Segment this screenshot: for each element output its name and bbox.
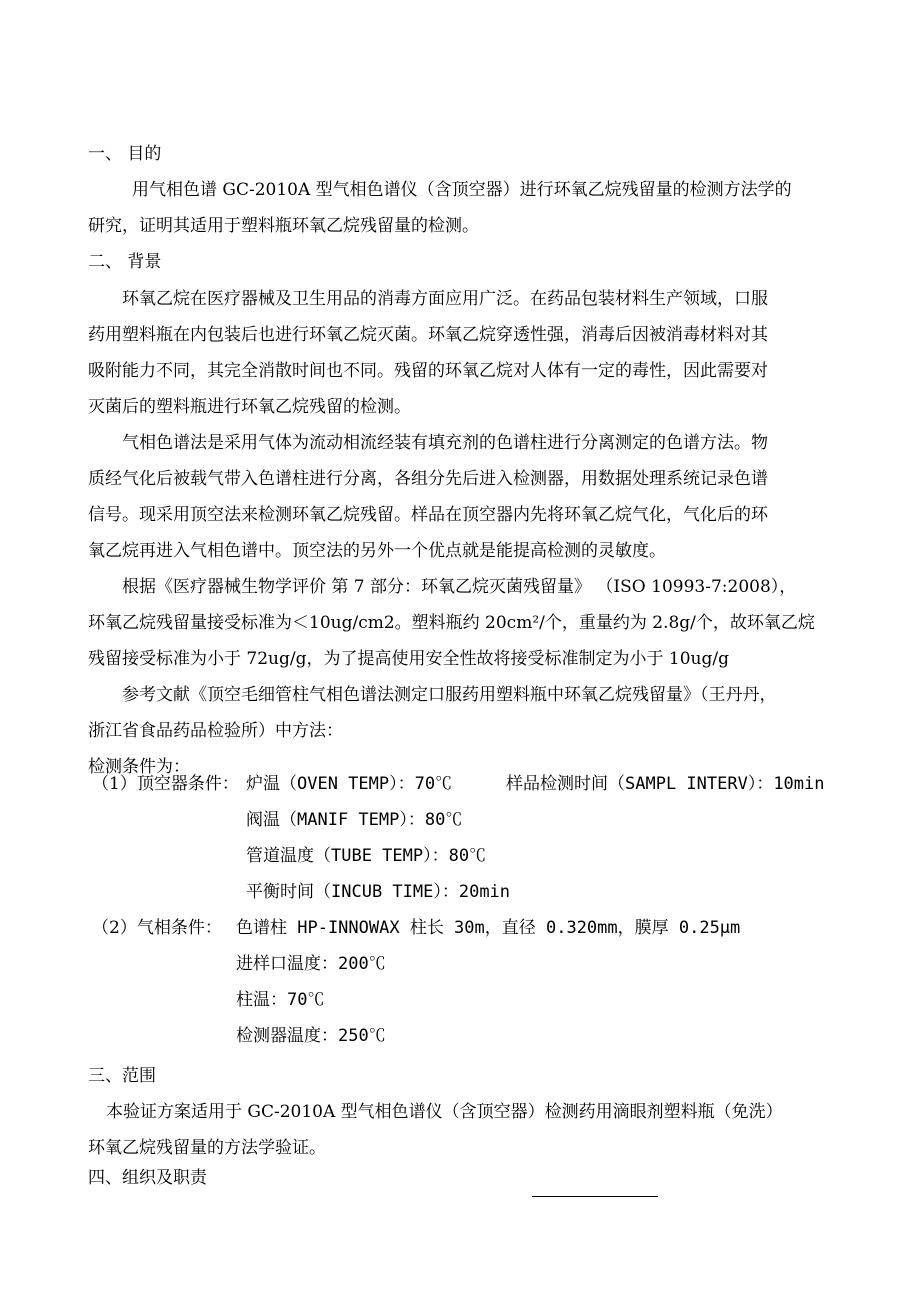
section-1-paragraph-line: 用气相色谱 GC-2010A 型气相色谱仪（含顶空器）进行环氧乙烷残留量的检测方法学的: [132, 180, 792, 200]
oven-temp-value: 炉温（OVEN TEMP）：70℃: [246, 774, 453, 794]
incubation-time-value: 平衡时间（INCUB TIME）：20min: [246, 882, 511, 902]
section-2-paragraph-line: 信号。现采用顶空法来检测环氧乙烷残留。样品在顶空器内先将环氧乙烷气化，气化后的环: [88, 505, 768, 525]
sample-interval-value: 样品检测时间（SAMPL INTERV）：10min: [506, 774, 825, 794]
section-3-paragraph-line: 环氧乙烷残留量的方法学验证。: [88, 1138, 326, 1158]
section-2-paragraph-line: 灭菌后的塑料瓶进行环氧乙烷残留的检测。: [88, 397, 411, 417]
section-2-paragraph-line: 质经气化后被载气带入色谱柱进行分离，各组分先后进入检测器，用数据处理系统记录色谱: [88, 469, 768, 489]
section-2-paragraph-line: 根据《医疗器械生物学评价 第 7 部分：环氧乙烷灭菌残留量》 （ISO 10993-7:2008），: [122, 577, 797, 597]
footer-divider: [532, 1196, 658, 1197]
section-1-paragraph-line: 研究，证明其适用于塑料瓶环氧乙烷残留量的检测。: [88, 216, 479, 236]
column-spec-value: 色谱柱 HP-INNOWAX 柱长 30m，直径 0.320mm，膜厚 0.25μm: [236, 918, 741, 938]
conditions-heading: 检测条件为：: [88, 757, 190, 777]
section-2-paragraph-line: 环氧乙烷在医疗器械及卫生用品的消毒方面应用广泛。在药品包装材料生产领域，口服: [122, 289, 768, 309]
section-3-heading: 三、范围: [88, 1066, 156, 1086]
section-2-paragraph-line: 参考文献《顶空毛细管柱气相色谱法测定口服药用塑料瓶中环氧乙烷残留量》（王丹丹，: [122, 685, 777, 705]
section-3-paragraph-line: 本验证方案适用于 GC-2010A 型气相色谱仪（含顶空器）检测药用滴眼剂塑料瓶（免洗）: [106, 1102, 783, 1122]
section-1-heading: 一、 目的: [88, 144, 162, 164]
gc-conditions-label: （2）气相条件：: [92, 918, 222, 938]
section-2-paragraph-line: 氧乙烷再进入气相色谱中。顶空法的另外一个优点就是能提高检测的灵敏度。: [88, 541, 666, 561]
section-2-paragraph-line: 环氧乙烷残留量接受标准为＜10ug/cm2。塑料瓶约 20cm²/个，重量约为 2.8g/个，故环氧乙烷: [88, 613, 815, 633]
tube-temp-value: 管道温度（TUBE TEMP）：80℃: [246, 846, 487, 866]
detector-temp-value: 检测器温度：250℃: [236, 1026, 386, 1046]
section-2-paragraph-line: 气相色谱法是采用气体为流动相流经装有填充剂的色谱柱进行分离测定的色谱方法。物: [122, 433, 768, 453]
section-2-paragraph-line: 药用塑料瓶在内包装后也进行环氧乙烷灭菌。环氧乙烷穿透性强，消毒后因被消毒材料对其: [88, 325, 768, 345]
section-2-paragraph-line: 浙江省食品药品检验所）中方法：: [88, 721, 343, 741]
manifold-temp-value: 阀温（MANIF TEMP）：80℃: [246, 810, 463, 830]
section-2-paragraph-line: 吸附能力不同，其完全消散时间也不同。残留的环氧乙烷对人体有一定的毒性，因此需要对: [88, 361, 768, 381]
section-4-heading: 四、组织及职责: [88, 1168, 207, 1188]
section-2-paragraph-line: 残留接受标准为小于 72ug/g，为了提高使用安全性故将接受标准制定为小于 10ug/g: [88, 649, 729, 669]
headspace-conditions-label: （1）顶空器条件：: [92, 774, 239, 794]
column-temp-value: 柱温：70℃: [236, 990, 325, 1010]
section-2-heading: 二、 背景: [88, 252, 162, 272]
inlet-temp-value: 进样口温度：200℃: [236, 954, 386, 974]
